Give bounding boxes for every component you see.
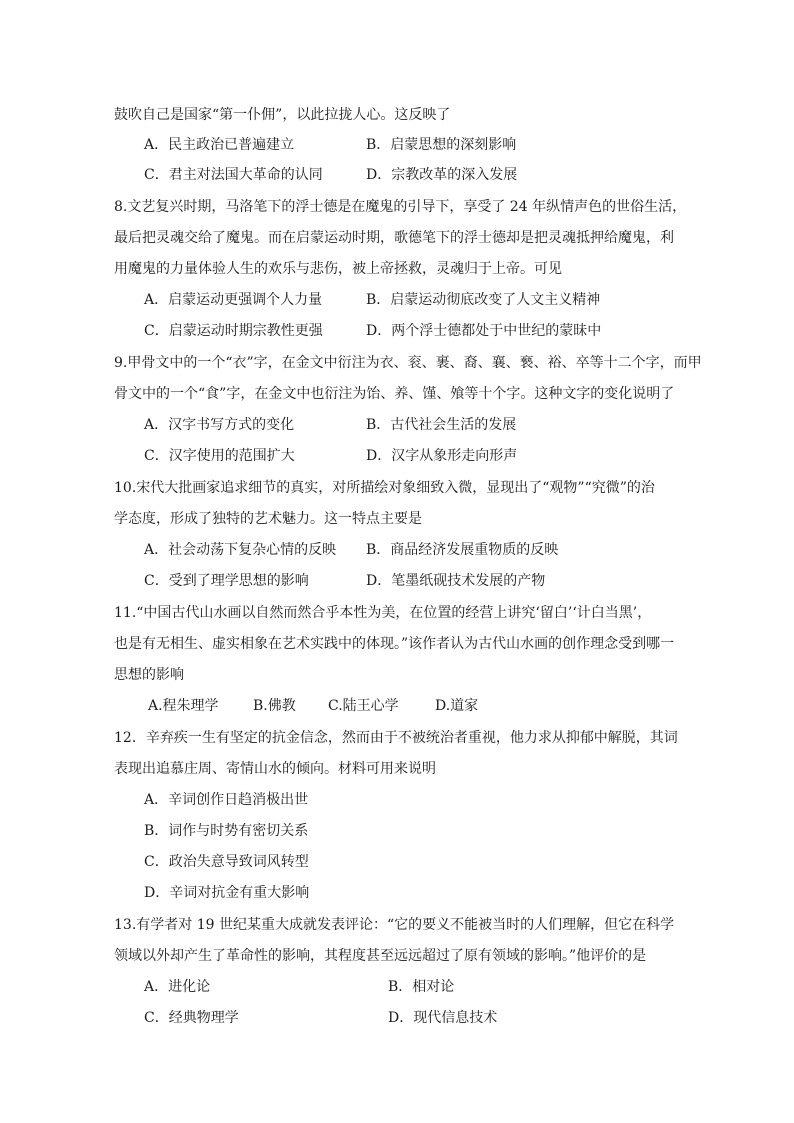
option-b: B.佛教 <box>253 698 296 714</box>
question-text: 骨文中的一个“食”字，在金文中也衍注为饴、养、馑、飧等十个字。这种文字的变化说明了 <box>114 386 675 402</box>
option-d: D．汉字从象形走向形声 <box>366 448 518 464</box>
option-c: C．经典物理学 <box>144 1010 239 1026</box>
question-text: 领域以外却产生了革命性的影响，其程度甚至远远超过了原有领域的影响。”他评价的是 <box>114 948 647 964</box>
option-c: C．君主对法国大革命的认同 <box>144 167 323 183</box>
option-a: A．辛词创作日趋消极出世 <box>144 792 309 808</box>
option-b: B．相对论 <box>388 979 455 995</box>
option-c: C．汉字使用的范围扩大 <box>144 448 295 464</box>
option-b: B．古代社会生活的发展 <box>366 417 517 433</box>
option-b: B．启蒙思想的深刻影响 <box>366 137 517 153</box>
question-text: 11.“中国古代山水画以自然而然合乎本性为美，在位置的经营上讲究‘留白’‘计白当黑’， <box>114 605 652 621</box>
question-text: 表现出追慕庄周、寄情山水的倾向。材料可用来说明 <box>114 761 436 777</box>
question-text: 13.有学者对 19 世纪某重大成就发表评论：“它的要义不能被当时的人们理解，但它在科学 <box>114 917 675 933</box>
question-text: 学态度，形成了独特的艺术魅力。这一特点主要是 <box>114 511 422 527</box>
question-text: 10.宋代大批画家追求细节的真实，对所描绘对象细致入微，显现出了“观物”“究微”的治 <box>114 480 655 496</box>
question-text: 思想的影响 <box>114 667 184 683</box>
question-text: 也是有无相生、虚实相象在艺术实践中的体现。”该作者认为古代山水画的创作理念受到哪一 <box>114 636 675 652</box>
option-a: A．进化论 <box>144 979 211 995</box>
option-c: C.陆王心学 <box>328 698 399 714</box>
question-text: 最后把灵魂交给了魔鬼。而在启蒙运动时期，歌德笔下的浮士德却是把灵魂抵押给魔鬼，利 <box>114 230 674 246</box>
option-a: A．汉字书写方式的变化 <box>144 417 295 433</box>
option-a: A.程朱理学 <box>148 698 219 714</box>
question-text: 9.甲骨文中的一个“衣”字，在金文中衍注为衣、衮、裹、裔、襄、䙝、裕、卒等十二个字，而甲 <box>114 355 702 371</box>
option-c: C．启蒙运动时期宗教性更强 <box>144 323 323 339</box>
question-text: 用魔鬼的力量体验人生的欢乐与悲伤，被上帝拯救，灵魂归于上帝。可见 <box>114 261 562 277</box>
option-d: D．笔墨纸砚技术发展的产物 <box>366 573 546 589</box>
option-a: A．社会动荡下复杂心情的反映 <box>144 542 337 558</box>
option-a: A．民主政治已普遍建立 <box>144 137 295 153</box>
option-d: D．辛词对抗金有重大影响 <box>144 885 310 901</box>
option-d: D.道家 <box>435 698 479 714</box>
option-d: D．两个浮士德都处于中世纪的蒙昧中 <box>366 323 602 339</box>
option-c: C．政治失意导致词风转型 <box>144 854 309 870</box>
question-text: 鼓吹自己是国家“第一仆佣”，以此拉拢人心。这反映了 <box>114 107 451 123</box>
option-d: D．宗教改革的深入发展 <box>366 167 518 183</box>
option-c: C．受到了理学思想的影响 <box>144 573 309 589</box>
option-d: D．现代信息技术 <box>388 1010 498 1026</box>
question-text: 12．辛弃疾一生有坚定的抗金信念，然而由于不被统治者重视，他力求从抑郁中解脱，其词 <box>114 730 678 746</box>
option-b: B．启蒙运动彻底改变了人文主义精神 <box>366 292 601 308</box>
question-text: 8.文艺复兴时期，马洛笔下的浮士德是在魔鬼的引导下，享受了 24 年纵情声色的世俗生活， <box>114 199 687 215</box>
option-a: A．启蒙运动更强调个人力量 <box>144 292 323 308</box>
option-b: B．商品经济发展重物质的反映 <box>366 542 559 558</box>
option-b: B．词作与时势有密切关系 <box>144 823 309 839</box>
